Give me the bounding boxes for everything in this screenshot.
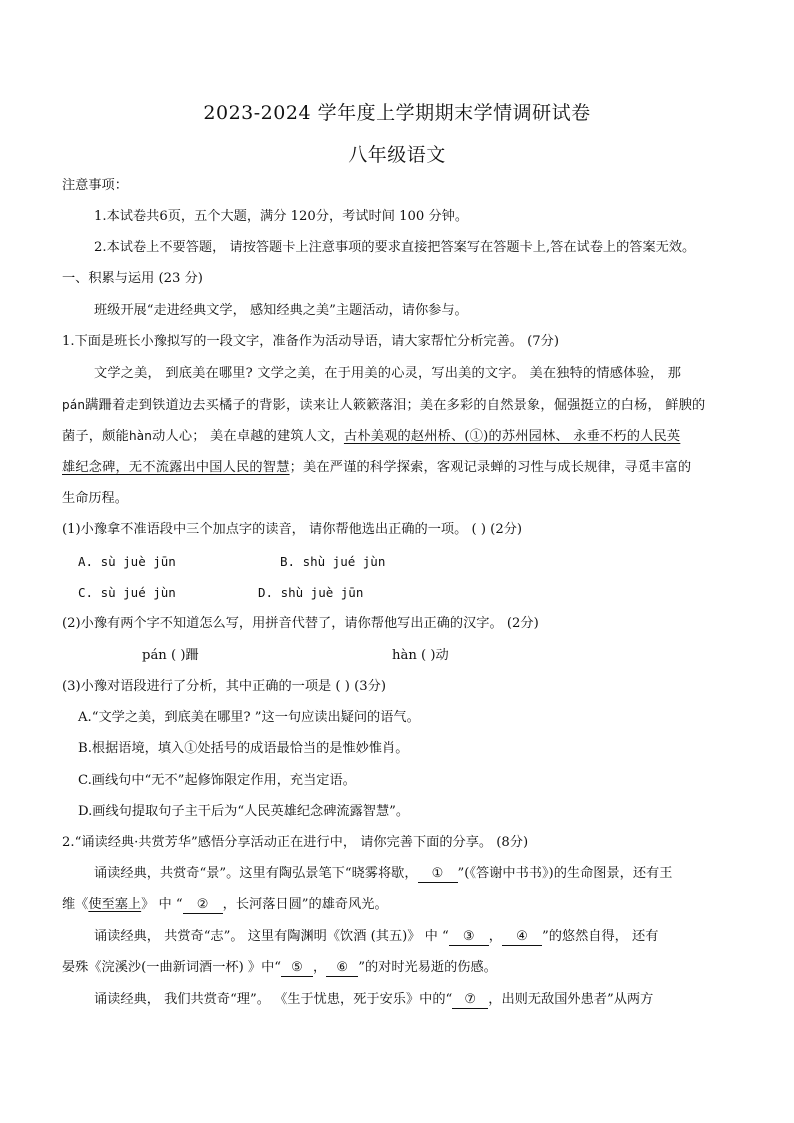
sub3-option-d: D.画线句提取句子主干后为“人民英雄纪念碑流露智慧”。 [78, 804, 410, 819]
notice-item-1: 1.本试卷共6页，五个大题，满分 120分，考试时间 100 分钟。 [94, 209, 469, 224]
q2-line-4 [62, 958, 497, 978]
sub-question-2-stem: (2)小豫有两个字不知道怎么写，用拼音代替了，请你帮他写出正确的汉字。 (2分) [62, 616, 539, 631]
blank-7: ⑦ [452, 992, 488, 1009]
underlined-sentence-part-1: 古朴美观的赵州桥、(①)的苏州园林、 永垂不朽的人民英 [343, 429, 681, 444]
q2-line-3-sep: ， [488, 929, 502, 944]
q2-line-4-sep: ， [313, 960, 327, 975]
q2-line-4-a: 晏殊《浣溪沙(一曲新词酒一杯) 》中“ [62, 960, 282, 975]
exam-subtitle: 八年级语文 [348, 144, 446, 166]
blank-6: ⑥ [326, 960, 358, 977]
notice-heading: 注意事项： [62, 178, 128, 193]
passage-line-5: 生命历程。 [62, 491, 128, 506]
q2-line-3 [94, 927, 658, 947]
notice-item-2: 2.本试卷上不要答题， 请按答题卡上注意事项的要求直接把答案写在答题卡上,答在试卷上的答案无效。 [94, 240, 696, 255]
passage-line-1: 文学之美， 到底美在哪里? 文学之美，在于用美的心灵，写出美的文字。 美在独特的情感体验， 那 [94, 366, 682, 381]
passage-line-2-text: 蹒跚着走到铁道边去买橘子的背影，读来让人簌簌落泪；美在多彩的自然景象，倔强挺立的白杨， 鲜腴的 [85, 398, 706, 413]
q2-line-5-b: ，出则无敌国外患者”从两方 [488, 992, 654, 1007]
passage-line-3 [62, 426, 680, 447]
section-intro: 班级开展“走进经典文学， 感知经典之美”主题活动，请你参与。 [94, 303, 468, 318]
underlined-sentence-part-2: 雄纪念碑，无不流露出中国人民的智慧 [62, 460, 290, 475]
blank-4: ④ [502, 929, 542, 946]
q2-line-2-c: ，长河落日圆”的雄奇风光。 [222, 897, 388, 912]
sub-question-3-stem: (3)小豫对语段进行了分析，其中正确的一项是 ( ) (3分) [62, 679, 386, 694]
passage-line-4 [62, 458, 691, 478]
sub1-option-d: D. shù juè jūn [258, 585, 364, 600]
q2-line-2-b: 》 中 “ [141, 897, 183, 912]
q2-line-3-b: ”的悠然自得， 还有 [541, 929, 659, 944]
q2-line-1-a: 诵读经典，共赏奇“景”。这里有陶弘景笔下“晓雾将歇， [94, 866, 418, 881]
question-1-stem: 1.下面是班长小豫拟写的一段文字，准备作为活动导语，请大家帮忙分析完善。 (7分) [62, 334, 560, 349]
blank-5: ⑤ [281, 960, 313, 977]
blank-1: ① [418, 866, 458, 883]
q2-line-1-b: ”(《答谢中书书》)的生命图景，还有王 [457, 866, 673, 881]
q2-line-1 [94, 864, 672, 884]
q2-line-5 [94, 990, 653, 1010]
q2-line-3-a: 诵读经典， 共赏奇“志”。 这里有陶渊明《饮酒 (其五)》 中 “ [94, 929, 449, 944]
passage-line-3-a: 菌子，颇能 [62, 429, 129, 444]
q2-line-2-a: 维《 [62, 897, 89, 912]
q2-line-2 [62, 895, 388, 915]
poem-title-underlined: 使至塞上 [88, 897, 142, 912]
blank-3: ③ [449, 929, 489, 946]
exam-title: 2023-2024 学年度上学期期末学情调研试卷 [203, 102, 591, 124]
sub3-option-b: B.根据语境，填入①处括号的成语最恰当的是惟妙惟肖。 [78, 741, 409, 756]
sub3-option-c: C.画线句中“无不”起修饰限定作用，充当定语。 [78, 773, 356, 788]
sub1-option-c: C. sù jué jùn [78, 585, 176, 600]
sub-question-1-stem: (1)小豫拿不准语段中三个加点字的读音， 请你帮他选出正确的一项。 ( ) (2分) [62, 522, 523, 537]
pinyin-pan: pán [62, 398, 86, 412]
section-heading: 一、积累与运用 (23 分) [62, 271, 203, 286]
pinyin-blank-2: hàn ( )动 [392, 648, 449, 663]
sub1-option-a: A. sù juè jūn [78, 554, 176, 569]
q2-line-5-a: 诵读经典， 我们共赏奇“理”。 《生于忧患，死于安乐》中的“ [94, 992, 453, 1007]
passage-line-3-b: 动人心； 美在卓越的建筑人文， [152, 429, 344, 444]
passage-line-2 [62, 395, 705, 416]
blank-2: ② [183, 897, 223, 914]
sub3-option-a: A.“文学之美，到底美在哪里? ”这一句应读出疑问的语气。 [78, 710, 420, 725]
pinyin-blank-1: pán ( )跚 [142, 648, 199, 663]
sub1-option-b: B. shù jué jùn [280, 554, 386, 569]
passage-line-4-b: ；美在严谨的科学探索，客观记录蝉的习性与成长规律，寻觅丰富的 [289, 460, 692, 475]
q2-line-4-b: ”的对时光易逝的伤感。 [358, 960, 497, 975]
pinyin-han: hàn [128, 429, 153, 443]
question-2-stem: 2.“诵读经典·共赏芳华”感悟分享活动正在进行中， 请你完善下面的分享。 (8分) [62, 835, 529, 850]
